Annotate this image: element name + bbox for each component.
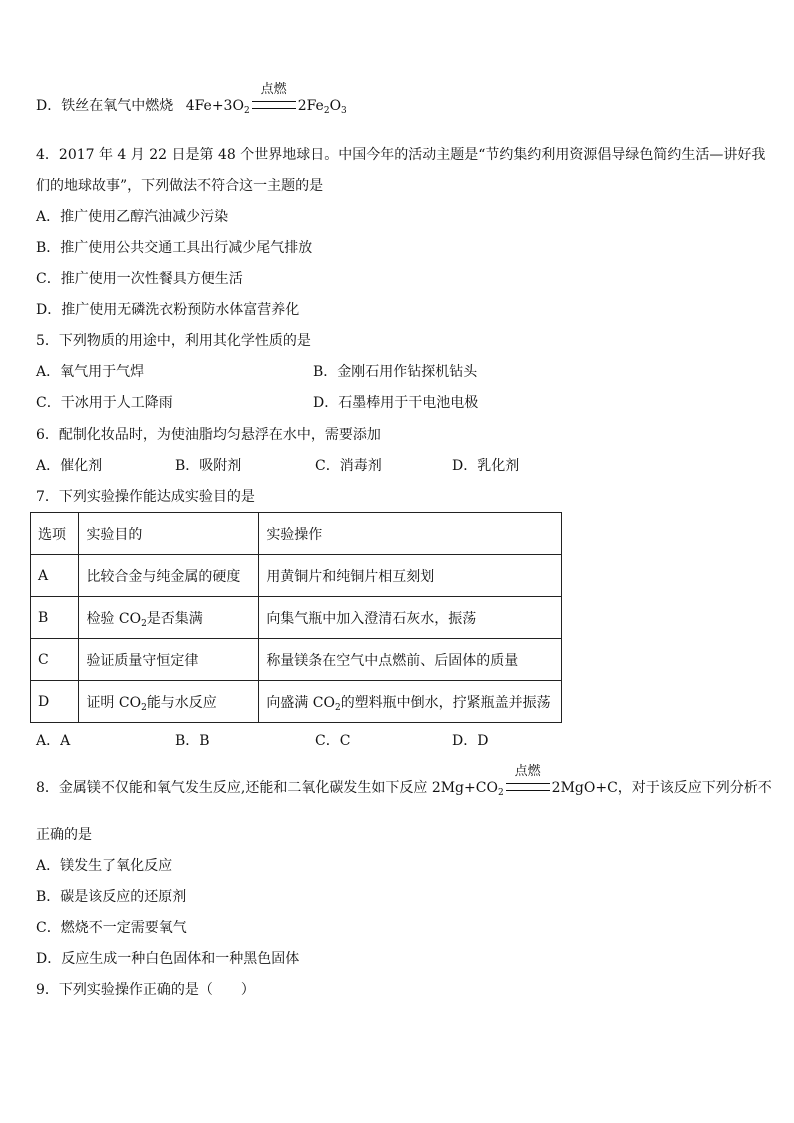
table-cell: 用黄铜片和纯铜片相互刻划 [259,555,562,597]
table-cell: C [31,639,79,681]
q4-option-d: D．推广使用无磷洗衣粉预防水体富营养化 [36,302,300,318]
q9-stem: 9．下列实验操作正确的是（ ） [36,982,255,998]
q3-option-d [36,82,347,116]
q4-stem-line2: 们的地球故事”，下列做法不符合这一主题的是 [36,178,324,194]
table-row [31,597,562,639]
q8-option-d: D．反应生成一种白色固体和一种黑色固体 [36,951,300,967]
table-cell: 称量镁条在空气中点燃前、后固体的质量 [259,639,562,681]
table-cell: 检验 $CO_2$是否集满 [79,597,259,639]
table-cell: B [31,597,79,639]
q5-option-c: C．干冰用于人工降雨 [36,395,173,411]
q7-option-a: A．A [36,733,71,749]
q4-option-c: C．推广使用一次性餐具方便生活 [36,271,243,287]
q4-option-b: B．推广使用公共交通工具出行减少尾气排放 [36,240,313,256]
q7-option-d: D．D [452,733,489,749]
table-cell: 证明 $CO_2$能与水反应 [79,681,259,723]
q8-option-a: A．镁发生了氧化反应 [36,858,173,874]
table-cell: 验证质量守恒定律 [79,639,259,681]
q7-option-b: B．B [175,733,210,749]
reaction-condition: 点燃 [260,82,287,97]
table-cell: D [31,681,79,723]
q7-stem: 7．下列实验操作能达成实验目的是 [36,489,255,505]
table-cell: 向盛满 $CO_2$的塑料瓶中倒水，拧紧瓶盖并振荡 [259,681,562,723]
q6-stem: 6．配制化妆品时，为使油脂均匀悬浮在水中，需要添加 [36,427,381,443]
table-cell: 比较合金与纯金属的硬度 [79,555,259,597]
table-cell: 向集气瓶中加入澄清石灰水，振荡 [259,597,562,639]
q6-option-b: B．吸附剂 [175,458,242,474]
q8-option-b: B．碳是该反应的还原剂 [36,889,187,905]
equation-sign [252,82,296,116]
q4-stem-line1: 4．2017 年 4 月 22 日是第 48 个世界地球日。中国今年的活动主题是“节约集约利用资源倡导绿色简约生活—讲好我 [36,147,766,163]
table-header-cell: 实验目的 [79,513,259,555]
q6-option-a: A．催化剂 [36,458,103,474]
reaction-condition: 点燃 [514,764,541,779]
table-header-cell: 实验操作 [259,513,562,555]
q5-stem: 5．下列物质的用途中，利用其化学性质的是 [36,333,311,349]
table-cell: A [31,555,79,597]
q3-equation: $4Fe+3O_2$ 点燃 $2Fe_2O_3$ [185,82,347,116]
equation-sign [506,764,550,798]
q4-option-a: A．推广使用乙醇汽油减少污染 [36,209,229,225]
table-row [31,639,562,681]
table-header-cell: 选项 [31,513,79,555]
table-header-row [31,513,562,555]
q8-stem-line1: 8．金属镁不仅能和氧气发生反应,还能和二氧化碳发生如下反应 $2Mg+CO_2$ 点燃 2MgO+C，对于该反应下列分析不 [36,764,772,798]
q8-option-c: C．燃烧不一定需要氧气 [36,920,187,936]
q6-option-c: C．消毒剂 [315,458,382,474]
q7-option-c: C．C [315,733,351,749]
q8-equation: $2Mg+CO_2$ 点燃 2MgO+C [431,764,618,798]
q7-table [30,512,562,723]
q5-option-a: A．氧气用于气焊 [36,364,145,380]
q8-stem-line2: 正确的是 [36,827,92,843]
q6-option-d: D．乳化剂 [452,458,520,474]
q5-option-d: D．石墨棒用于干电池电极 [313,395,479,411]
table-row [31,555,562,597]
q5-option-b: B．金刚石用作钻探机钻头 [313,364,478,380]
q3-option-d-label: D．铁丝在氧气中燃烧 [36,98,174,114]
table-row [31,681,562,723]
